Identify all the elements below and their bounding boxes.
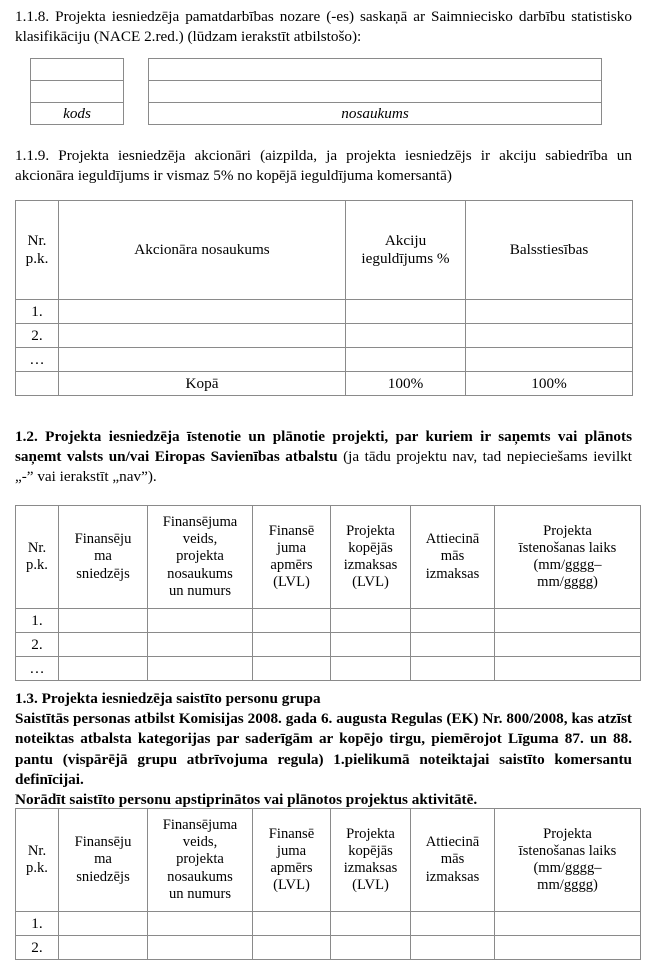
cell-voting-rights[interactable] (466, 348, 633, 372)
cell-funding-amount[interactable] (253, 633, 331, 657)
column-header-voting-rights: Balsstiesības (466, 201, 633, 300)
nace-name-caption: nosaukums (149, 103, 602, 125)
cell-voting-rights[interactable] (466, 324, 633, 348)
column-header-project-total-costs (331, 506, 411, 609)
column-header-nr-line2: p.k. (25, 250, 49, 267)
table-row (16, 609, 641, 633)
table-row (31, 59, 124, 81)
table-row (149, 59, 602, 81)
column-header-funding-amount (253, 809, 331, 912)
cell-voting-rights[interactable] (466, 300, 633, 324)
hdr-line: juma (276, 842, 307, 859)
column-header-nr-line1: Nr. (27, 232, 47, 250)
hdr-line: Projekta (346, 522, 395, 539)
cell-funding-provider[interactable] (59, 936, 148, 960)
nace-code-input-cell-2[interactable] (31, 81, 124, 103)
column-header-funding-kind (148, 506, 253, 609)
table-header-row (16, 201, 633, 300)
hdr-line: mās (440, 851, 465, 868)
cell-funding-provider[interactable] (59, 657, 148, 681)
column-header-eligible-costs (411, 809, 495, 912)
column-header-project-total-costs (331, 809, 411, 912)
table-row (16, 633, 641, 657)
cell-funding-kind[interactable] (148, 912, 253, 936)
cell-eligible-costs[interactable] (411, 912, 495, 936)
cell-funding-amount[interactable] (253, 657, 331, 681)
paragraph-1-2-tail: (ja tādu projektu nav, tad nepieciešams ievilkt „-” vai ierakstīt „nav”). (15, 448, 632, 486)
hdr-line: apmērs (270, 557, 313, 573)
cell-funding-amount[interactable] (253, 609, 331, 633)
table-row (16, 324, 633, 348)
cell-shareholder-name[interactable] (59, 348, 346, 372)
paragraph-1-3-block (15, 689, 632, 810)
hdr-line: (LVL) (273, 574, 310, 591)
cell-implementation-period[interactable] (495, 633, 641, 657)
cell-eligible-costs[interactable] (411, 657, 495, 681)
row-number: 1. (16, 609, 59, 633)
cell-shareholder-name[interactable] (59, 300, 346, 324)
column-header-implementation-period (495, 809, 641, 912)
column-header-share-investment (346, 201, 466, 300)
column-header-nr-line1: Nr. (27, 842, 47, 859)
cell-funding-amount[interactable] (253, 936, 331, 960)
cell-funding-amount[interactable] (253, 912, 331, 936)
column-header-nr (16, 506, 59, 609)
cell-share-investment[interactable] (346, 324, 466, 348)
cell-implementation-period[interactable] (495, 609, 641, 633)
cell-funding-provider[interactable] (59, 609, 148, 633)
nace-code-input-cell-1[interactable] (31, 59, 124, 81)
column-header-nr (16, 809, 59, 912)
hdr-line: mm/gggg) (537, 574, 598, 591)
nace-name-input-cell-2[interactable] (149, 81, 602, 103)
total-voting-rights: 100% (466, 372, 633, 396)
column-header-funding-provider (59, 506, 148, 609)
hdr-line: izmaksas (425, 868, 480, 885)
table-header-row (16, 506, 641, 609)
row-number: … (16, 348, 59, 372)
column-header-funding-amount (253, 506, 331, 609)
paragraph-1-3-body: Saistītās personas atbilst Komisijas 2008. gada 6. augusta Regulas (EK) Nr. 800/2008, kas atzīst noteiktas atbalsta kategorijas par saderīgām ar kopējo tirgu, piemērojot Līguma 87. un 88. pantu (vispārējā grupu atbrīvojuma regula) 1.pielikumā noteiktajai saistīto komersantu definīcijai. (15, 710, 632, 788)
hdr-line: nosaukums (167, 565, 233, 582)
table-row (31, 103, 124, 125)
column-header-implementation-period (495, 506, 641, 609)
cell-project-total-costs[interactable] (331, 912, 411, 936)
hdr-line: Finansēju (74, 834, 132, 851)
hdr-line: veids, (182, 531, 218, 548)
column-header-share-investment-line1: Akciju (384, 232, 427, 250)
total-share-investment: 100% (346, 372, 466, 396)
table-total-row (16, 372, 633, 396)
hdr-line: un numurs (168, 582, 232, 599)
hdr-line: (mm/gggg– (533, 557, 602, 573)
cell-project-total-costs[interactable] (331, 936, 411, 960)
hdr-line: Attiecinā (425, 834, 480, 851)
cell-funding-kind[interactable] (148, 633, 253, 657)
hdr-line: Finansēju (74, 531, 132, 548)
table-row (31, 81, 124, 103)
hdr-line: (LVL) (352, 574, 389, 591)
hdr-line: sniedzējs (76, 565, 130, 582)
total-label: Kopā (59, 372, 346, 396)
hdr-line: Attiecinā (425, 531, 480, 548)
row-number: 1. (16, 300, 59, 324)
row-number: 2. (16, 633, 59, 657)
cell-funding-provider[interactable] (59, 633, 148, 657)
paragraph-1-2 (15, 427, 632, 488)
hdr-line: Projekta (346, 825, 395, 842)
cell-share-investment[interactable] (346, 300, 466, 324)
hdr-line: projekta (176, 548, 224, 565)
cell-implementation-period[interactable] (495, 936, 641, 960)
hdr-line: mm/gggg) (537, 877, 598, 894)
hdr-line: īstenošanas laiks (518, 842, 617, 859)
heading-1-3: 1.3. Projekta iesniedzēja saistīto personu grupa (15, 690, 321, 707)
hdr-line: sniedzējs (76, 868, 130, 885)
cell-funding-kind[interactable] (148, 609, 253, 633)
hdr-line: ma (94, 851, 112, 868)
cell-funding-kind[interactable] (148, 657, 253, 681)
column-header-nr (16, 201, 59, 300)
column-header-shareholder-name: Akcionāra nosaukums (59, 201, 346, 300)
column-header-share-investment-line2: ieguldījums % (361, 250, 450, 267)
cell-share-investment[interactable] (346, 348, 466, 372)
row-number: 2. (16, 324, 59, 348)
hdr-line: projekta (176, 851, 224, 868)
hdr-line: izmaksas (425, 565, 480, 582)
nace-name-table (148, 58, 602, 125)
hdr-line: mās (440, 548, 465, 565)
nace-name-input-cell-1[interactable] (149, 59, 602, 81)
hdr-line: un numurs (168, 885, 232, 902)
hdr-line: Finansē (268, 825, 315, 842)
table-row (149, 81, 602, 103)
hdr-line: Projekta (543, 522, 592, 539)
hdr-line: Finansējuma (162, 816, 238, 833)
hdr-line: īstenošanas laiks (518, 539, 617, 556)
column-header-funding-kind (148, 809, 253, 912)
nace-code-caption: kods (31, 103, 124, 125)
paragraph-1-3-instruction: Norādīt saistīto personu apstiprinātos vai plānotos projektus aktivitātē. (15, 791, 478, 809)
projects-table-1-3 (15, 808, 641, 960)
paragraph-1-1-8: 1.1.8. Projekta iesniedzēja pamatdarbības nozare (-es) saskaņā ar Saimniecisko darbību statistisko klasifikāciju (NACE 2.red.) (lūdzam ierakstīt atbilstošo): (15, 8, 632, 46)
column-header-nr-line2: p.k. (26, 860, 48, 876)
projects-table-1-2 (15, 505, 641, 681)
hdr-line: Finansējuma (162, 513, 238, 530)
column-header-eligible-costs (411, 506, 495, 609)
shareholders-table (15, 200, 633, 396)
table-row (16, 348, 633, 372)
cell-project-total-costs[interactable] (331, 657, 411, 681)
hdr-line: Projekta (543, 825, 592, 842)
hdr-line: kopējās (348, 842, 393, 859)
row-number: … (16, 657, 59, 681)
cell-funding-kind[interactable] (148, 936, 253, 960)
table-row (149, 103, 602, 125)
hdr-line: izmaksas (343, 860, 398, 876)
column-header-funding-provider (59, 809, 148, 912)
hdr-line: Finansē (268, 522, 315, 539)
table-row (16, 936, 641, 960)
paragraph-1-1-9: 1.1.9. Projekta iesniedzēja akcionāri (aizpilda, ja projekta iesniedzējs ir akciju sabiedrība un akcionāra ieguldījums ir vismaz 5% no kopējā ieguldījuma komersantā) (15, 147, 632, 185)
row-number: 2. (16, 936, 59, 960)
cell-funding-provider[interactable] (59, 912, 148, 936)
hdr-line: veids, (182, 834, 218, 851)
table-row (16, 657, 641, 681)
table-row (16, 300, 633, 324)
hdr-line: (LVL) (352, 877, 389, 894)
hdr-line: ma (94, 548, 112, 565)
cell-eligible-costs[interactable] (411, 609, 495, 633)
hdr-line: nosaukums (167, 868, 233, 885)
table-row (16, 912, 641, 936)
cell-implementation-period[interactable] (495, 912, 641, 936)
cell-shareholder-name[interactable] (59, 324, 346, 348)
table-header-row (16, 809, 641, 912)
hdr-line: kopējās (348, 539, 393, 556)
column-header-nr-line2: p.k. (26, 557, 48, 573)
row-number: 1. (16, 912, 59, 936)
hdr-line: (mm/gggg– (533, 860, 602, 876)
cell-implementation-period[interactable] (495, 657, 641, 681)
cell-project-total-costs[interactable] (331, 609, 411, 633)
column-header-nr-line1: Nr. (27, 539, 47, 556)
hdr-line: izmaksas (343, 557, 398, 573)
hdr-line: juma (276, 539, 307, 556)
paragraph-1-2-bold: 1.2. Projekta iesniedzēja īstenotie un plānotie projekti, par kuriem ir saņemts vai plānots saņemt valsts un/vai Eiropas Savienības atbalstu (15, 428, 632, 466)
cell-eligible-costs[interactable] (411, 633, 495, 657)
nace-code-table (30, 58, 124, 125)
cell-project-total-costs[interactable] (331, 633, 411, 657)
cell-eligible-costs[interactable] (411, 936, 495, 960)
total-row-number (16, 372, 59, 396)
hdr-line: apmērs (270, 860, 313, 876)
hdr-line: (LVL) (273, 877, 310, 894)
